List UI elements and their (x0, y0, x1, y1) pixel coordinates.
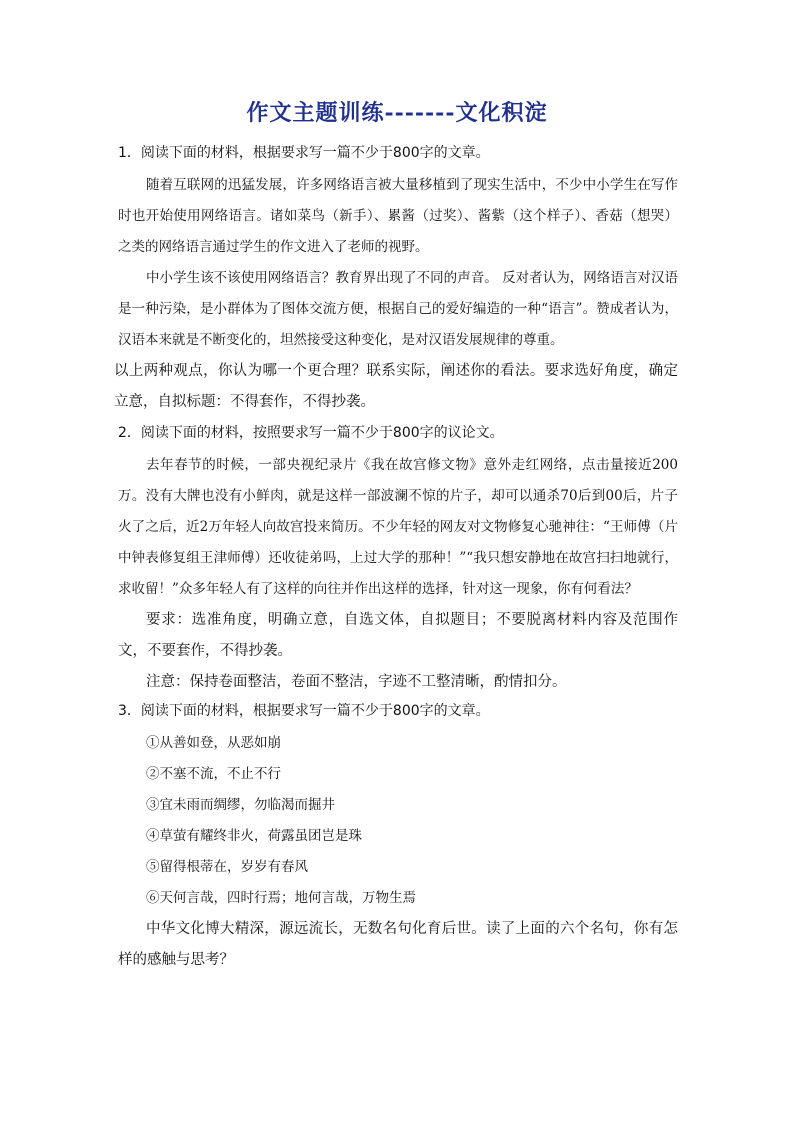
question-1-material-paragraph-1: 随着互联网的迅猛发展，许多网络语言被大量移植到了现实生活中，不少中小学生在写作时也开始使用网络语言。诸如菜鸟（新手）、累酱（过奖）、酱紫（这个样子）、香菇（想哭）之类的网络语言通过学生的作文进入了老师的视野。 (118, 177, 678, 255)
question-1-requirement: 以上两种观点，你认为哪一个更合理？联系实际，阐述你的看法。要求选好角度，确定立意，自拟标题：不得套作，不得抄袭。 (114, 363, 678, 410)
document-body (114, 142, 678, 976)
question-1-prompt: 1．阅读下面的材料，根据要求写一篇不少于800字的文章。 (118, 145, 490, 161)
quote-item: ⑤留得根蒂在，岁岁有春风 (146, 859, 308, 875)
question-3-prompt: 3．阅读下面的材料，根据要求写一篇不少于800字的文章。 (118, 703, 490, 719)
quote-item: ③宜未雨而绸缪，勿临渴而掘井 (146, 797, 335, 813)
question-1-material-paragraph-2: 中小学生该不该使用网络语言？教育界出现了不同的声音。 反对者认为，网络语言对汉语是一种污染，是小群体为了图体交流方便，根据自己的爱好编造的一种“语言”。赞成者认为，汉语本来就是不断变化的，坦然接受这种变化，是对汉语发展规律的尊重。 (118, 270, 678, 348)
question-2-requirement: 要求：选准角度，明确立意，自选文体，自拟题目；不要脱离材料内容及范围作文，不要套作，不得抄袭。 (118, 612, 678, 659)
quote-item: ④草萤有耀终非火，荷露虽团岂是珠 (146, 828, 362, 844)
quote-item: ②不塞不流，不止不行 (146, 766, 281, 782)
question-2-material: 去年春节的时候，一部央视纪录片《我在故宫修文物》意外走红网络，点击量接近200万。没有大牌也没有小鲜肉，就是这样一部波澜不惊的片子，却可以通杀70后到00后，片子火了之后，近2万年轻人向故宫投来简历。不少年轻的网友对文物修复心驰神往：“王师傅（片中钟表修复组王津师傅）还收徒弟吗，上过大学的那种！”“我只想安静地在故宫扫扫地就行，求收留！”众多年轻人有了这样的向往并作出这样的选择，针对这一现象，你有何看法？ (118, 457, 678, 597)
question-2-note: 注意：保持卷面整洁，卷面不整洁，字迹不工整清晰，酌情扣分。 (146, 674, 567, 690)
quote-item: ①从善如登，从恶如崩 (146, 735, 281, 751)
question-3-ending: 中华文化博大精深，源远流长，无数名句化育后世。读了上面的六个名句，你有怎样的感触与思考？ (118, 921, 678, 968)
quote-item: ⑥天何言哉，四时行焉；地何言哉，万物生焉 (146, 890, 416, 906)
page-title: 作文主题训练-------文化积淀 (246, 100, 548, 126)
question-2-prompt: 2．阅读下面的材料，按照要求写一篇不少于800字的议论文。 (118, 425, 504, 441)
